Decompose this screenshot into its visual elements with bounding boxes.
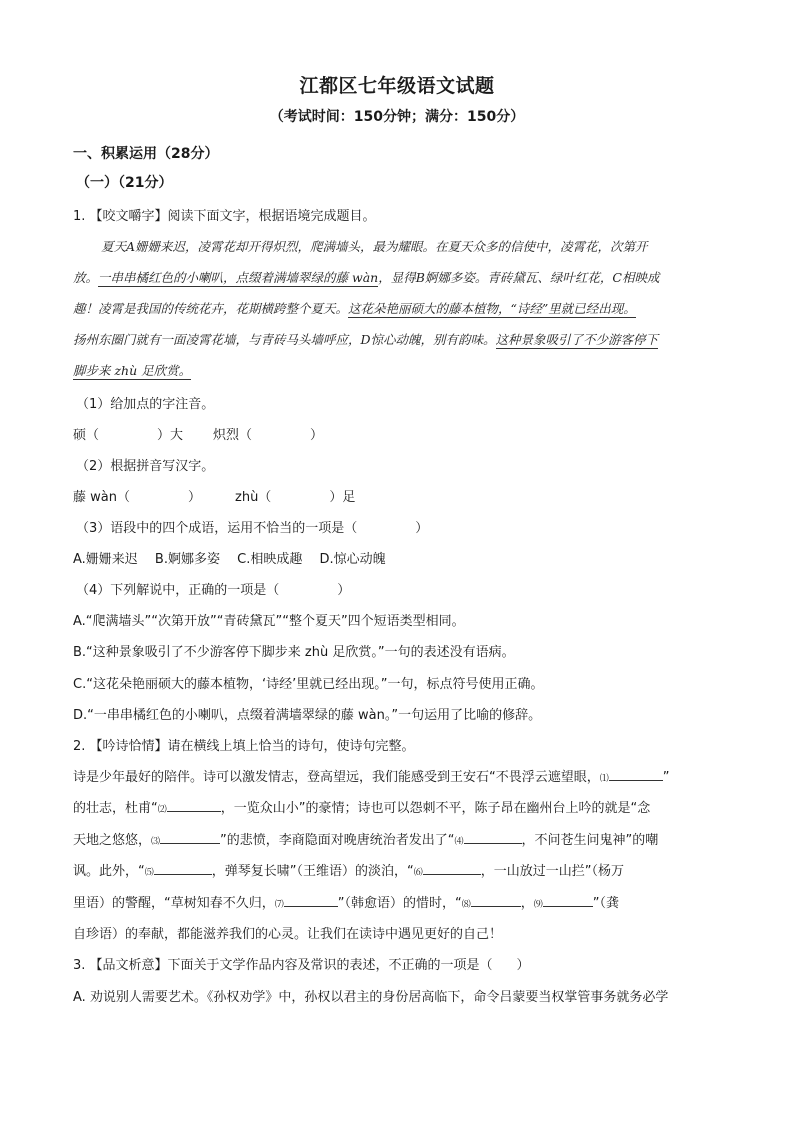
poem-line-6: 自珍语）的奉献，都能滋养我们的心灵。让我们在读诗中遇见更好的自己！ (73, 927, 503, 942)
passage-line-4: 扬州东圈门就有一面凌霄花墙，与青砖马头墙呼应，D惊心动魄，别有韵味。这种景象吸引了不少游客停下 (73, 332, 659, 347)
sub-question-3-options: A.姗姗来迟 B.婀娜多姿 C.相映成趣 D.惊心动魄 (73, 552, 386, 567)
poem-blank-4[interactable] (464, 829, 522, 844)
poem-line-4: 讽。此外，“⑸ ，弹琴复长啸”（王维语）的淡泊，“⑹ ，一山放过一山拦”（杨万 (73, 860, 624, 879)
option-a: A.“爬满墙头”“次第开放”“青砖黛瓦”“整个夏天”四个短语类型相同。 (73, 614, 465, 629)
part-heading: （一）（21分） (76, 175, 173, 191)
sub-question-2: （2）根据拼音写汉字。 (76, 459, 215, 474)
question-3-stem: 3. 【品文析意】下面关于文学作品内容及常识的表述，不正确的一项是（ ） (73, 958, 530, 973)
poem-blank-8[interactable] (471, 892, 521, 907)
sub-question-1: （1）给加点的字注音。 (76, 397, 215, 412)
poem-line-1: 诗是少年最好的陪伴。诗可以激发情志，登高望远，我们能感受到王安石“不畏浮云遮望眼，⑴ ” (73, 766, 670, 785)
poem-blank-7[interactable] (284, 892, 338, 907)
question-2-stem: 2. 【吟诗恰情】请在横线上填上恰当的诗句，使诗句完整。 (73, 739, 415, 754)
answer-row-1: 硕（ ）大 炽烈（ ） (73, 428, 324, 443)
poem-line-2: 的壮志，杜甫“⑵ ，一览众山小”的豪情；诗也可以怨刺不平，陈子昂在幽州台上吟的就是“念 (73, 797, 650, 816)
question-1-stem: 1. 【咬文嚼字】阅读下面文字，根据语境完成题目。 (73, 209, 376, 224)
passage-line-2: 放。一串串橘红色的小喇叭，点缀着满墙翠绿的藤 wàn，显得B婀娜多姿。青砖黛瓦、绿叶红花，C相映成 (73, 270, 660, 285)
question-3-option-a: A. 劝说别人需要艺术。《孙权劝学》中，孙权以君主的身份居高临下，命令吕蒙要当权掌管事务就务必学 (73, 990, 669, 1005)
sub-question-4: （4）下列解说中，正确的一项是（ ） (76, 583, 351, 598)
poem-blank-3[interactable] (160, 829, 220, 844)
poem-blank-5[interactable] (154, 860, 212, 875)
poem-blank-1[interactable] (609, 766, 663, 781)
poem-blank-6[interactable] (423, 860, 481, 875)
passage-line-3: 趣！凌霄是我国的传统花卉，花期横跨整个夏天。这花朵艳丽硕大的藤本植物，“诗经”里就已经出现。 (73, 301, 636, 316)
answer-row-2: 藤 wàn（ ） zhù（ ）足 (73, 490, 356, 505)
exam-info: （考试时间：150分钟；满分：150分） (269, 109, 525, 125)
poem-line-3: 天地之悠悠，⑶ ”的悲愤，李商隐面对晚唐统治者发出了“⑷ ，不问苍生问鬼神”的嘲 (73, 829, 658, 848)
passage-line-1: 夏天A姗姗来迟，凌霄花却开得炽烈，爬满墙头，最为耀眼。在夏天众多的信使中，凌霄花，次第开 (101, 239, 648, 254)
sub-question-3: （3）语段中的四个成语，运用不恰当的一项是（ ） (76, 521, 429, 536)
underlined-sentence: 这花朵艳丽硕大的藤本植物，“诗经”里就已经出现。 (348, 301, 636, 316)
underlined-sentence: 脚步来 zhù 足欣赏。 (73, 363, 192, 378)
option-c: C.“这花朵艳丽硕大的藤本植物，‘诗经’里就已经出现。”一句，标点符号使用正确。 (73, 677, 544, 692)
page-title: 江都区七年级语文试题 (299, 75, 495, 97)
passage-line-5 (73, 361, 191, 379)
underlined-sentence: 这种景象吸引了不少游客停下 (495, 332, 659, 347)
section-heading: 一、积累运用（28分） (73, 146, 219, 162)
poem-line-5: 里语）的警醒，“草树知春不久归，⑺ ”（韩愈语）的惜时，“⑻ ，⑼ ”（龚 (73, 892, 619, 911)
poem-blank-9[interactable] (543, 892, 593, 907)
underlined-sentence: 一串串橘红色的小喇叭，点缀着满墙翠绿的藤 wàn (98, 270, 379, 285)
option-d: D.“一串串橘红色的小喇叭，点缀着满墙翠绿的藤 wàn。”一句运用了比喻的修辞。 (73, 708, 542, 723)
option-b: B.“这种景象吸引了不少游客停下脚步来 zhù 足欣赏。”一句的表述没有语病。 (73, 645, 515, 660)
poem-blank-2[interactable] (167, 797, 221, 812)
